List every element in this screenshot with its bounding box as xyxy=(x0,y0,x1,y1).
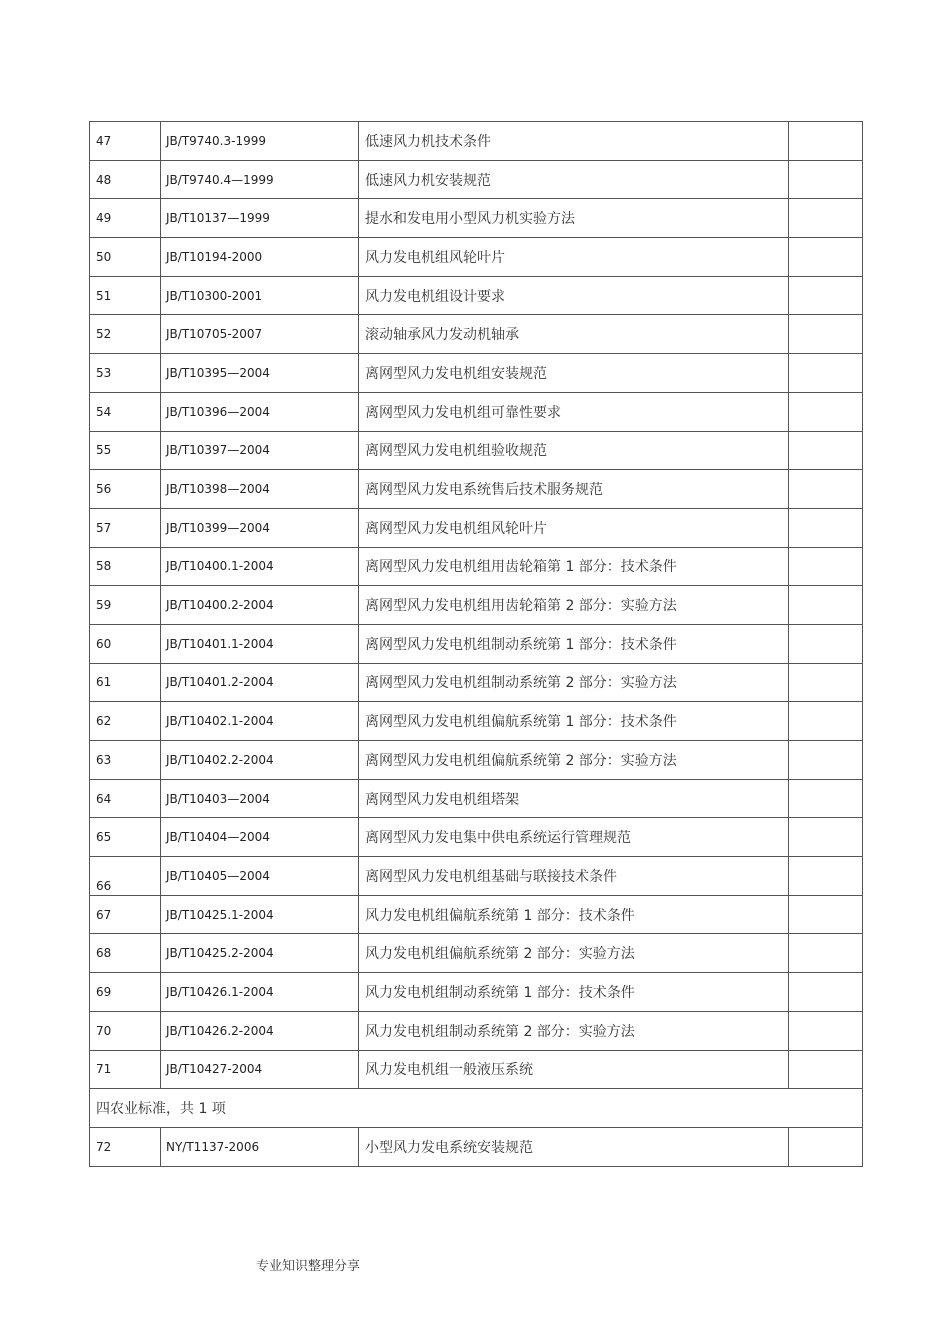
standard-name: 离网型风力发电集中供电系统运行管理规范 xyxy=(359,818,789,857)
table-row xyxy=(90,1050,863,1089)
standard-code: JB/T10425.1-2004 xyxy=(161,895,359,934)
table-row xyxy=(90,122,863,161)
standard-name: 离网型风力发电系统售后技术服务规范 xyxy=(359,470,789,509)
empty-cell xyxy=(789,586,863,625)
empty-cell xyxy=(789,431,863,470)
table-row xyxy=(90,934,863,973)
standard-code: JB/T10426.2-2004 xyxy=(161,1011,359,1050)
table-row xyxy=(90,586,863,625)
empty-cell xyxy=(789,1050,863,1089)
standard-code: JB/T10398—2004 xyxy=(161,470,359,509)
empty-cell xyxy=(789,818,863,857)
empty-cell xyxy=(789,779,863,818)
standard-code: JB/T10402.1-2004 xyxy=(161,702,359,741)
table-row xyxy=(90,199,863,238)
empty-cell xyxy=(789,973,863,1012)
empty-cell xyxy=(789,315,863,354)
empty-cell xyxy=(789,1011,863,1050)
empty-cell xyxy=(789,392,863,431)
empty-cell xyxy=(789,663,863,702)
standard-code: JB/T10137—1999 xyxy=(161,199,359,238)
standard-code: JB/T10400.1-2004 xyxy=(161,547,359,586)
empty-cell xyxy=(789,160,863,199)
row-number: 71 xyxy=(90,1050,161,1089)
table-row xyxy=(90,624,863,663)
row-number: 53 xyxy=(90,354,161,393)
row-number: 51 xyxy=(90,276,161,315)
row-number: 49 xyxy=(90,199,161,238)
standard-code: NY/T1137-2006 xyxy=(161,1127,359,1166)
standard-code: JB/T10300-2001 xyxy=(161,276,359,315)
standard-name: 离网型风力发电机组可靠性要求 xyxy=(359,392,789,431)
standard-name: 小型风力发电系统安装规范 xyxy=(359,1127,789,1166)
page-footer: 专业知识整理分享 xyxy=(256,1259,361,1274)
empty-cell xyxy=(789,470,863,509)
standard-name: 离网型风力发电机组验收规范 xyxy=(359,431,789,470)
standard-name: 风力发电机组制动系统第 1 部分：技术条件 xyxy=(359,973,789,1012)
standard-name: 低速风力机安装规范 xyxy=(359,160,789,199)
standard-code: JB/T9740.3-1999 xyxy=(161,122,359,161)
table-row xyxy=(90,1127,863,1166)
row-number: 69 xyxy=(90,973,161,1012)
standard-name: 离网型风力发电机组制动系统第 2 部分：实验方法 xyxy=(359,663,789,702)
table-row xyxy=(90,1011,863,1050)
table-row xyxy=(90,702,863,741)
standard-code: JB/T10403—2004 xyxy=(161,779,359,818)
standard-name: 离网型风力发电机组偏航系统第 1 部分：技术条件 xyxy=(359,702,789,741)
empty-cell xyxy=(789,1127,863,1166)
row-number: 60 xyxy=(90,624,161,663)
row-number: 62 xyxy=(90,702,161,741)
standards-table-body xyxy=(90,122,863,1167)
standard-name: 离网型风力发电机组制动系统第 1 部分：技术条件 xyxy=(359,624,789,663)
row-number: 66 xyxy=(90,857,161,896)
standard-code: JB/T10402.2-2004 xyxy=(161,741,359,780)
row-number: 58 xyxy=(90,547,161,586)
standard-code: JB/T10401.1-2004 xyxy=(161,624,359,663)
standard-name: 风力发电机组一般液压系统 xyxy=(359,1050,789,1089)
standard-name: 风力发电机组设计要求 xyxy=(359,276,789,315)
section-row xyxy=(90,1089,863,1128)
standard-name: 离网型风力发电机组风轮叶片 xyxy=(359,508,789,547)
standard-name: 风力发电机组偏航系统第 2 部分：实验方法 xyxy=(359,934,789,973)
row-number: 47 xyxy=(90,122,161,161)
standard-name: 离网型风力发电机组用齿轮箱第 1 部分：技术条件 xyxy=(359,547,789,586)
row-number: 56 xyxy=(90,470,161,509)
row-number: 54 xyxy=(90,392,161,431)
standard-name: 低速风力机技术条件 xyxy=(359,122,789,161)
empty-cell xyxy=(789,276,863,315)
table-row xyxy=(90,315,863,354)
standard-name: 提水和发电用小型风力机实验方法 xyxy=(359,199,789,238)
standard-name: 滚动轴承风力发动机轴承 xyxy=(359,315,789,354)
empty-cell xyxy=(789,199,863,238)
standard-code: JB/T10400.2-2004 xyxy=(161,586,359,625)
empty-cell xyxy=(789,857,863,896)
standard-code: JB/T10425.2-2004 xyxy=(161,934,359,973)
row-number: 68 xyxy=(90,934,161,973)
standard-code: JB/T10399—2004 xyxy=(161,508,359,547)
table-row xyxy=(90,276,863,315)
table-row xyxy=(90,779,863,818)
standard-name: 风力发电机组制动系统第 2 部分：实验方法 xyxy=(359,1011,789,1050)
standard-code: JB/T10401.2-2004 xyxy=(161,663,359,702)
table-row xyxy=(90,973,863,1012)
standard-name: 风力发电机组偏航系统第 1 部分：技术条件 xyxy=(359,895,789,934)
table-row xyxy=(90,160,863,199)
table-row xyxy=(90,895,863,934)
empty-cell xyxy=(789,354,863,393)
standards-table xyxy=(89,121,863,1167)
standard-name: 离网型风力发电机组用齿轮箱第 2 部分：实验方法 xyxy=(359,586,789,625)
section-title: 四农业标准，共 1 项 xyxy=(90,1089,863,1128)
standard-code: JB/T10194-2000 xyxy=(161,238,359,277)
row-number: 52 xyxy=(90,315,161,354)
standard-code: JB/T10426.1-2004 xyxy=(161,973,359,1012)
table-row xyxy=(90,741,863,780)
standard-name: 离网型风力发电机组安装规范 xyxy=(359,354,789,393)
standard-code: JB/T9740.4—1999 xyxy=(161,160,359,199)
empty-cell xyxy=(789,122,863,161)
table-row xyxy=(90,663,863,702)
standard-code: JB/T10404—2004 xyxy=(161,818,359,857)
empty-cell xyxy=(789,508,863,547)
empty-cell xyxy=(789,547,863,586)
table-row xyxy=(90,508,863,547)
row-number: 61 xyxy=(90,663,161,702)
empty-cell xyxy=(789,624,863,663)
standard-name: 离网型风力发电机组塔架 xyxy=(359,779,789,818)
row-number: 65 xyxy=(90,818,161,857)
table-row xyxy=(90,547,863,586)
standard-code: JB/T10397—2004 xyxy=(161,431,359,470)
table-row xyxy=(90,857,863,896)
empty-cell xyxy=(789,895,863,934)
standard-code: JB/T10705-2007 xyxy=(161,315,359,354)
standard-name: 离网型风力发电机组基础与联接技术条件 xyxy=(359,857,789,896)
standard-name: 风力发电机组风轮叶片 xyxy=(359,238,789,277)
table-row xyxy=(90,431,863,470)
table-row xyxy=(90,354,863,393)
standard-name: 离网型风力发电机组偏航系统第 2 部分：实验方法 xyxy=(359,741,789,780)
standard-code: JB/T10396—2004 xyxy=(161,392,359,431)
row-number: 59 xyxy=(90,586,161,625)
row-number: 70 xyxy=(90,1011,161,1050)
row-number: 72 xyxy=(90,1127,161,1166)
empty-cell xyxy=(789,238,863,277)
row-number: 63 xyxy=(90,741,161,780)
row-number: 48 xyxy=(90,160,161,199)
row-number: 64 xyxy=(90,779,161,818)
row-number: 55 xyxy=(90,431,161,470)
standard-code: JB/T10427-2004 xyxy=(161,1050,359,1089)
table-row xyxy=(90,818,863,857)
standard-code: JB/T10405—2004 xyxy=(161,857,359,896)
standard-code: JB/T10395—2004 xyxy=(161,354,359,393)
table-row xyxy=(90,470,863,509)
row-number: 50 xyxy=(90,238,161,277)
table-row xyxy=(90,238,863,277)
empty-cell xyxy=(789,741,863,780)
empty-cell xyxy=(789,702,863,741)
empty-cell xyxy=(789,934,863,973)
table-row xyxy=(90,392,863,431)
row-number: 57 xyxy=(90,508,161,547)
row-number: 67 xyxy=(90,895,161,934)
